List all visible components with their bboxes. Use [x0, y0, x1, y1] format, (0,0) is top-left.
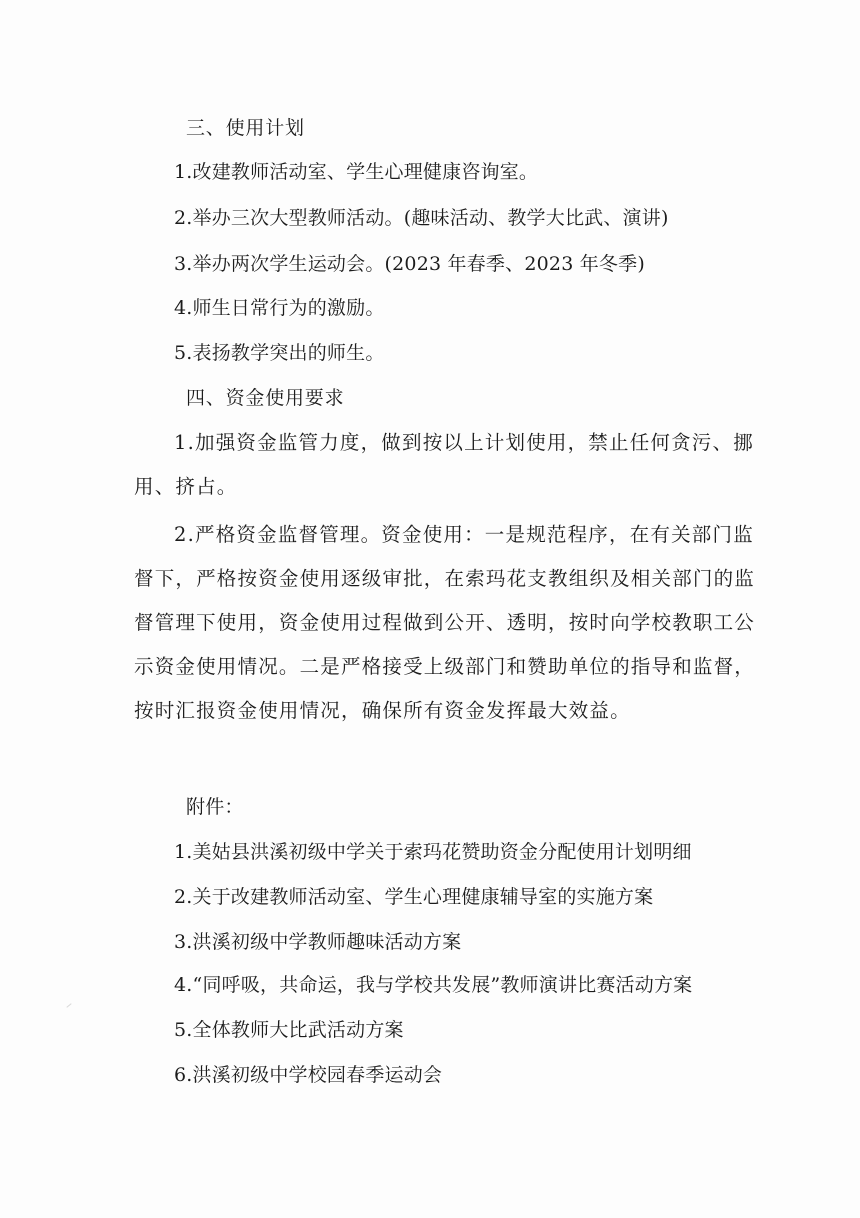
- plan-item: 4.师生日常行为的激励。: [174, 297, 385, 319]
- paragraph-line: 督管理下使用，资金使用过程做到公开、透明，按时向学校教职工公: [134, 611, 756, 634]
- section-heading-plan: 三、使用计划: [186, 117, 305, 139]
- attachment-item: 4.“同呼吸，共命运，我与学校共发展”教师演讲比赛活动方案: [174, 974, 693, 996]
- attachment-item: 2.关于改建教师活动室、学生心理健康辅导室的实施方案: [174, 886, 654, 908]
- plan-item: 3.举办两次学生运动会。(2023 年春季、2023 年冬季): [174, 253, 645, 275]
- section-heading-requirements: 四、资金使用要求: [186, 387, 345, 409]
- paragraph-line: 1.加强资金监管力度，做到按以上计划使用，禁止任何贪污、挪: [174, 431, 754, 454]
- paragraph-line: 示资金使用情况。二是严格接受上级部门和赞助单位的指导和监督，: [134, 655, 756, 678]
- plan-item: 2.举办三次大型教师活动。(趣味活动、教学大比武、演讲): [174, 207, 669, 229]
- paragraph-line: 按时汇报资金使用情况，确保所有资金发挥最大效益。: [134, 699, 631, 722]
- plan-item: 1.改建教师活动室、学生心理健康咨询室。: [174, 161, 539, 183]
- attachment-item: 5.全体教师大比武活动方案: [174, 1019, 404, 1041]
- attachment-item: 6.洪溪初级中学校园春季运动会: [174, 1064, 443, 1086]
- plan-item: 5.表扬教学突出的师生。: [174, 342, 385, 364]
- requirement-paragraph-2: [134, 513, 754, 733]
- attachments-label: 附件：: [186, 796, 244, 818]
- attachment-item: 1.美姑县洪溪初级中学关于索玛花赞助资金分配使用计划明细: [174, 841, 692, 863]
- paragraph-line: 用、挤占。: [134, 475, 238, 498]
- paragraph-line: 督下，严格按资金使用逐级审批，在索玛花支教组织及相关部门的监: [134, 567, 756, 590]
- attachment-item: 3.洪溪初级中学教师趣味活动方案: [174, 931, 462, 953]
- paragraph-line: 2.严格资金监督管理。资金使用：一是规范程序，在有关部门监: [174, 523, 754, 546]
- scan-mark: [66, 1003, 71, 1008]
- requirement-paragraph-1: [134, 421, 754, 509]
